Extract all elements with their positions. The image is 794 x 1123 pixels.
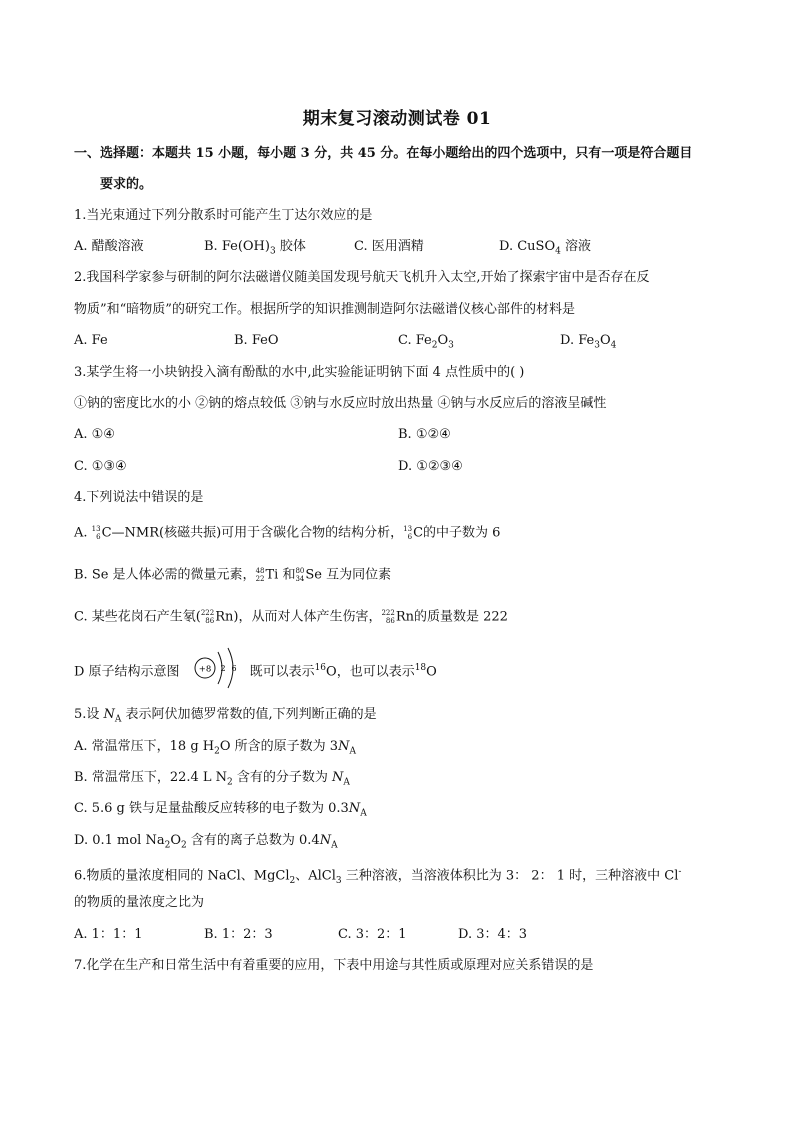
q1-stem: 1.当光束通过下列分散系时可能产生丁达尔效应的是 xyxy=(74,208,373,223)
q4-option-a: A. 13 6 C—NMR(核磁共振)可用于含碳化合物的结构分析， 13 6 C的中子数为 6 xyxy=(74,524,501,541)
q2-option-a: A. Fe xyxy=(74,333,108,348)
q6-option-d: D. 3：4：3 xyxy=(458,927,528,942)
shell-1-electrons: 2 xyxy=(220,664,226,673)
q3-items: ①钠的密度比水的小 ②钠的熔点较低 ③钠与水反应时放出热量 ④钠与水反应后的溶液呈碱性 xyxy=(74,396,607,411)
q2-stem-cont: 物质”和“暗物质”的研究工作。根据所学的知识推测制造阿尔法磁谱仪核心部件的材料是 xyxy=(74,302,575,317)
q3-option-d: D. ①②③④ xyxy=(398,459,463,474)
section-heading: 一、选择题：本题共 15 小题，每小题 3 分，共 45 分。在每小题给出的四个选项中，只有一项是符合题目 xyxy=(74,146,693,161)
q6-stem-cont: 的物质的量浓度之比为 xyxy=(74,895,205,910)
q2-option-b: B. FeO xyxy=(234,333,279,348)
page-title: 期末复习滚动测试卷 01 xyxy=(302,109,492,129)
q4-option-c: C. 某些花岗石产生氡( 222 86 Rn)，从而对人体产生伤害， 222 86 Rn的质量数是 222 xyxy=(74,608,508,625)
q2-option-d: D. $Fe_3O_4$ xyxy=(560,333,617,351)
q2-stem: 2.我国科学家参与研制的阿尔法磁谱仪随美国发现号航天飞机升入太空,开始了探索宇宙中是否存在反 xyxy=(74,270,650,285)
q5-option-a: A. 常温常压下，18 g $H_2O$ 所含的原子数为 $3N_A$ xyxy=(74,739,356,757)
q6-option-b: B. 1：2：3 xyxy=(204,927,273,942)
q6-option-a: A. 1：1：1 xyxy=(74,927,143,942)
q4-stem: 4.下列说法中错误的是 xyxy=(74,490,204,505)
nucleus-charge: +8 xyxy=(198,664,212,675)
q5-option-b: B. 常温常压下，22.4 L $N_2$ 含有的分子数为 $N_A$ xyxy=(74,770,350,788)
q5-stem: 5.设 $N_A$ 表示阿伏加德罗常数的值,下列判断正确的是 xyxy=(74,707,377,725)
q1-option-a: A. 醋酸溶液 xyxy=(74,239,144,254)
q2-option-c: C. $Fe_2O_3$ xyxy=(398,333,454,351)
q1-option-c: C. 医用酒精 xyxy=(354,239,424,254)
q7-stem: 7.化学在生产和日常生活中有着重要的应用，下表中用途与其性质或原理对应关系错误的是 xyxy=(74,958,594,973)
q5-option-c: C. 5.6 g 铁与足量盐酸反应转移的电子数为 $0.3N_A$ xyxy=(74,801,367,819)
shell-2-electrons: 6 xyxy=(231,664,237,673)
q3-option-b: B. ①②④ xyxy=(398,427,451,442)
q1-option-b: B. $Fe(OH)_3$ 胶体 xyxy=(204,239,306,257)
q6-stem: 6.物质的量浓度相同的 NaCl、MgCl$_2$、AlCl$_3$ 三种溶液，当溶液体积比为 3： 2： 1 时，三种溶液中 Cl- xyxy=(74,867,682,886)
q6-option-c: C. 3：2：1 xyxy=(338,927,407,942)
atom-structure-diagram xyxy=(190,646,250,690)
section-heading-cont: 要求的。 xyxy=(100,177,153,192)
q3-stem: 3.某学生将一小块钠投入滴有酚酞的水中,此实验能证明钠下面 4 点性质中的( ) xyxy=(74,365,525,380)
q3-option-c: C. ①③④ xyxy=(74,459,127,474)
q5-option-d: D. 0.1 mol $Na_2O_2$ 含有的离子总数为 $0.4N_A$ xyxy=(74,833,338,851)
q4-option-b: B. Se 是人体必需的微量元素， 48 22 Ti 和 80 34 Se 互为同位素 xyxy=(74,566,392,583)
q4-option-d: D 原子结构示意图 既可以表示$^{16}$O，也可以表示$^{18}$O xyxy=(74,663,437,680)
q3-option-a: A. ①④ xyxy=(74,427,115,442)
q1-option-d: D. CuSO$_4$ 溶液 xyxy=(499,239,591,257)
